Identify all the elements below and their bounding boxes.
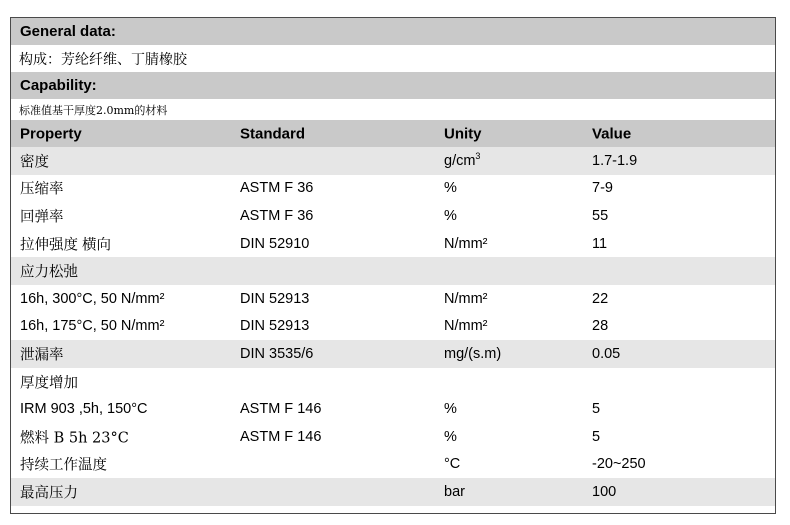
cell-standard: ASTM F 146: [240, 401, 322, 418]
cell-unity-base: g/cm: [444, 152, 476, 169]
header-property: Property: [20, 125, 82, 142]
table-row: [11, 175, 775, 203]
cell-unity: N/mm²: [444, 318, 488, 335]
cell-value: 11: [592, 235, 608, 252]
cell-unity-superscript: 3: [475, 150, 481, 161]
cell-property: 16h, 300°C, 50 N/mm²: [20, 290, 165, 307]
cell-unity: %: [444, 428, 457, 445]
cell-unity: %: [444, 180, 457, 197]
cell-unity: mg/(s.m): [444, 345, 502, 362]
cell-standard: ASTM F 36: [240, 180, 314, 197]
header-standard: Standard: [240, 125, 306, 142]
table-row: [11, 368, 775, 396]
table-row: [11, 478, 775, 506]
cell-property: 回弹率: [20, 209, 64, 226]
cell-property: 泄漏率: [20, 347, 64, 364]
table-row: [11, 147, 775, 175]
general-data-heading-text: General data:: [20, 23, 116, 40]
cell-value: 1.7-1.9: [592, 152, 638, 169]
table-row: [11, 313, 775, 341]
cell-unity: %: [444, 401, 457, 418]
table-row: [11, 395, 775, 423]
table-row: [11, 423, 775, 451]
cell-property: 燃料 B 5h 23°C: [20, 430, 129, 447]
cell-value: 22: [592, 290, 609, 307]
table-row: [11, 451, 775, 479]
cell-value: 55: [592, 207, 609, 224]
table-row: [11, 340, 775, 368]
cell-value: 0.05: [592, 345, 621, 362]
cell-property: 厚度增加: [20, 375, 78, 392]
datasheet: [10, 17, 776, 514]
table-header-row: [11, 120, 775, 147]
header-unity: Unity: [444, 125, 482, 142]
cell-property: 应力松弛: [20, 264, 78, 281]
header-value: Value: [592, 125, 632, 142]
cell-standard: ASTM F 36: [240, 207, 314, 224]
cell-property: IRM 903 ,5h, 150°C: [20, 401, 148, 418]
composition-row: [11, 45, 775, 72]
cell-unity: bar: [444, 483, 465, 500]
cell-property: 16h, 175°C, 50 N/mm²: [20, 318, 165, 335]
cell-unity: %: [444, 207, 457, 224]
cell-value: 5: [592, 428, 601, 445]
general-data-heading: [11, 18, 775, 45]
cell-value: 7-9: [592, 180, 613, 197]
cell-value: -20~250: [592, 456, 646, 473]
table-row: [11, 285, 775, 313]
cell-standard: DIN 52910: [240, 235, 310, 252]
cell-value: 100: [592, 483, 617, 500]
cell-value: 5: [592, 401, 601, 418]
cell-property: 密度: [20, 154, 49, 171]
cell-property: 压缩率: [20, 181, 64, 198]
cell-standard: DIN 52913: [240, 290, 310, 307]
cell-unity: N/mm²: [444, 290, 488, 307]
cell-unity: °C: [444, 456, 461, 473]
capability-heading-text: Capability:: [20, 77, 97, 94]
cell-standard: DIN 3535/6: [240, 345, 314, 362]
table-row: [11, 202, 775, 230]
cell-property: 拉伸强度 横向: [20, 237, 112, 254]
table-row: [11, 230, 775, 258]
cell-unity: N/mm²: [444, 235, 488, 252]
cell-property: 最高压力: [20, 485, 78, 502]
cell-value: 28: [592, 318, 609, 335]
capability-note-row: [11, 99, 775, 120]
cell-standard: ASTM F 146: [240, 428, 322, 445]
cell-property: 持续工作温度: [20, 457, 107, 474]
capability-heading: [11, 72, 775, 99]
table-row: [11, 257, 775, 285]
cell-standard: DIN 52913: [240, 318, 310, 335]
cell-unity: [444, 150, 481, 169]
composition-text: 构成：芳纶纤维、丁腈橡胶: [19, 50, 187, 67]
capability-note-text: 标准值基干厚度2.0mm的材料: [19, 103, 168, 117]
